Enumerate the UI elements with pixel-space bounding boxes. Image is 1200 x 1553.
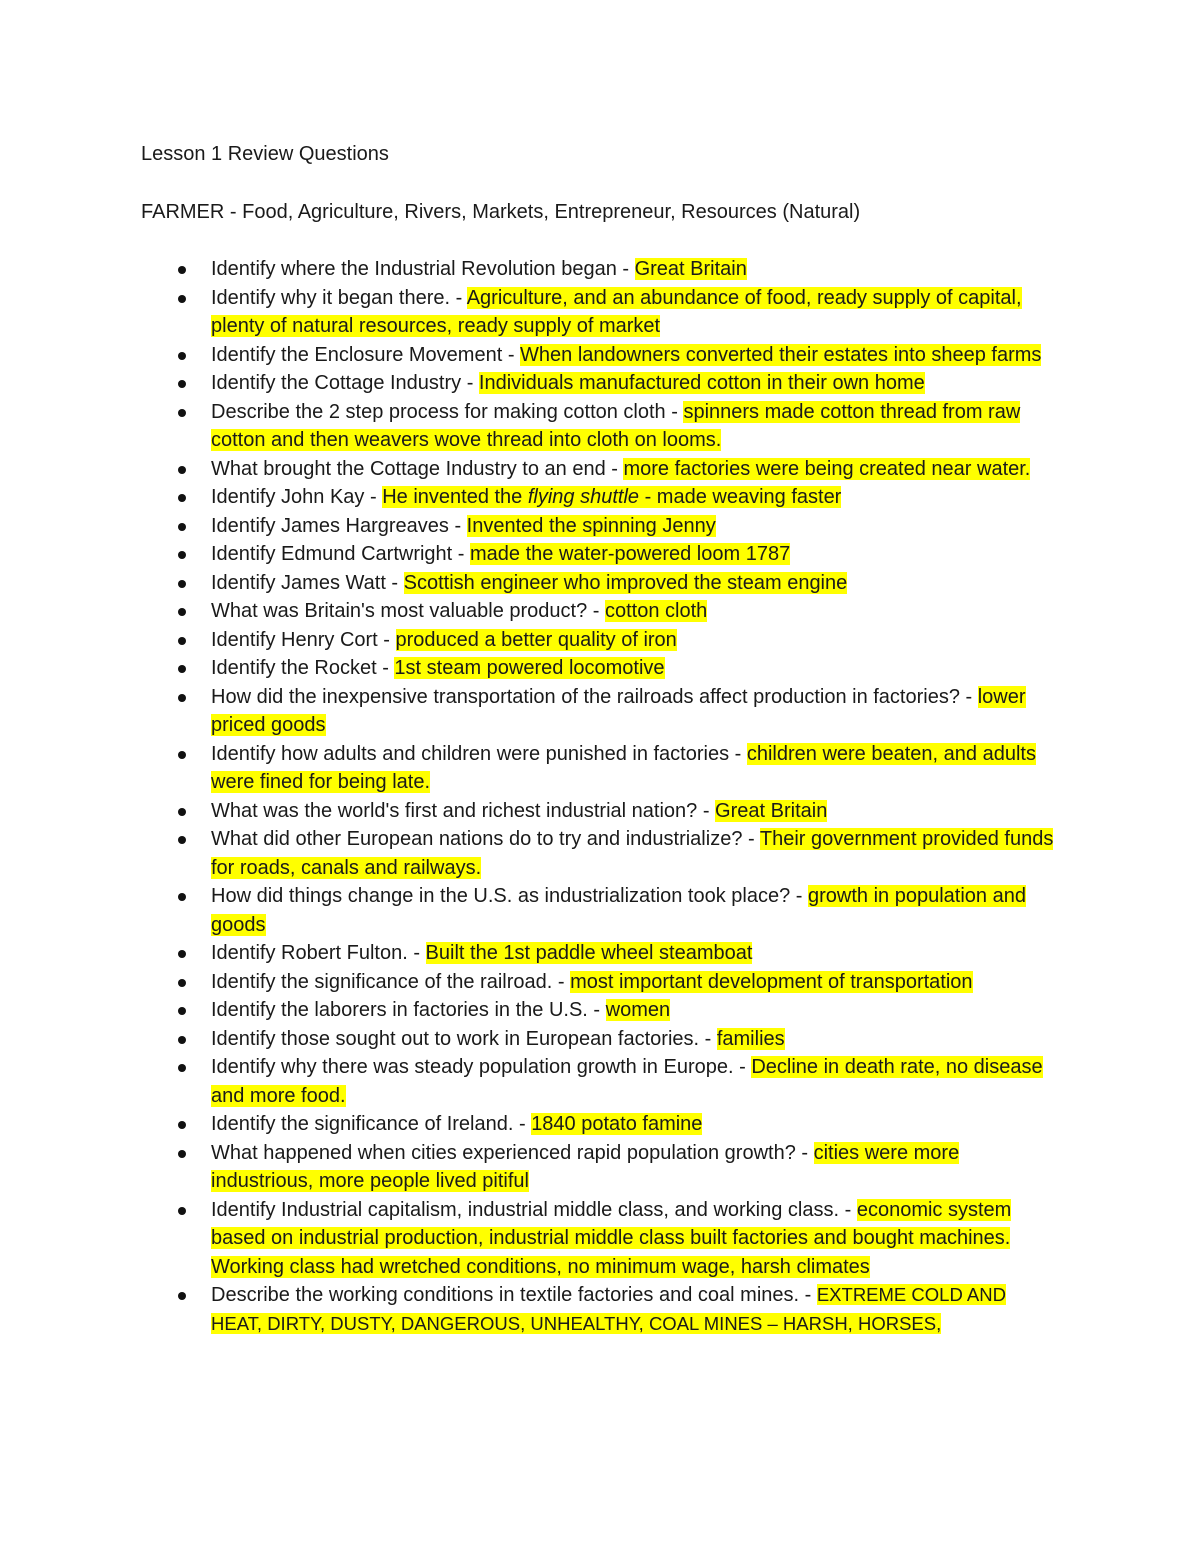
question-text: Identify James Watt -: [211, 571, 404, 594]
question-text: Identify those sought out to work in European factories. -: [211, 1027, 717, 1050]
answer-highlight: more factories were being created near water.: [623, 457, 1031, 480]
answer-highlight: growth in population and goods: [211, 885, 1026, 936]
answer-highlight: most important development of transportation: [570, 970, 973, 993]
question-text: Identify the laborers in factories in the U.S. -: [211, 999, 606, 1021]
bullet-icon: [178, 380, 186, 388]
answer-emphasis: flying shuttle: [527, 486, 640, 508]
question-text: What brought the Cottage Industry to an end -: [211, 457, 624, 480]
question-text: What did other European nations do to try and industrialize? -: [211, 828, 760, 850]
bullet-icon: [178, 694, 186, 702]
question-text: Identify the Rocket -: [211, 657, 395, 679]
bullet-icon: [178, 352, 186, 360]
bullet-icon: [178, 1064, 186, 1072]
answer-highlight: cotton cloth: [604, 600, 708, 622]
bullet-icon: [178, 466, 186, 474]
question-text: Identify Robert Fulton. -: [211, 942, 426, 964]
question-text: Identify the Cottage Industry -: [211, 372, 479, 394]
list-item: [141, 398, 1061, 455]
answer-highlight: economic system based on industrial production, industrial middle class built factories and bought machines. Working class had wretched conditions, no minimum wage, harsh climates: [211, 1198, 1012, 1278]
list-item: [141, 455, 1061, 484]
document-title: Lesson 1 Review Questions: [141, 143, 389, 165]
answer-highlight: 1st steam powered locomotive: [394, 657, 665, 679]
answer-highlight: Built the 1st paddle wheel steamboat: [425, 942, 753, 964]
bullet-icon: [178, 266, 186, 274]
answer-highlight: When landowners converted their estates into sheep farms: [520, 343, 1042, 366]
bullet-icon: [178, 1207, 186, 1215]
list-item: [141, 597, 1061, 626]
question-text: Identify why it began there. -: [211, 286, 467, 309]
question-text: Identify the Enclosure Movement -: [211, 343, 521, 366]
list-item: [141, 255, 1061, 284]
question-text: Identify why there was steady population growth in Europe. -: [211, 1056, 752, 1078]
question-text: Describe the working conditions in textile factories and coal mines. -: [211, 1284, 817, 1306]
list-item: [141, 882, 1061, 939]
list-item: [141, 654, 1061, 683]
list-item: [141, 1139, 1061, 1196]
question-text: How did things change in the U.S. as industrialization took place? -: [211, 885, 809, 907]
list-item: [141, 683, 1061, 740]
question-text: Identify Edmund Cartwright -: [211, 543, 470, 565]
question-text: Identify Industrial capitalism, industrial middle class, and working class. -: [211, 1198, 857, 1221]
bullet-icon: [178, 808, 186, 816]
question-text: How did the inexpensive transportation of the railroads affect production in factories? -: [211, 685, 978, 708]
list-item: [141, 939, 1061, 968]
question-text: What was the world's first and richest industrial nation? -: [211, 799, 716, 822]
bullet-icon: [178, 608, 186, 616]
list-item: [141, 341, 1061, 370]
list-item: [141, 1053, 1061, 1110]
answer-highlight: Great Britain: [634, 258, 747, 280]
answer-highlight: made the water-powered loom 1787: [470, 543, 791, 565]
question-text: Identify how adults and children were punished in factories -: [211, 742, 747, 765]
question-text: Identify where the Industrial Revolution began -: [211, 258, 635, 280]
answer-highlight: Their government provided funds for roads, canals and railways.: [211, 828, 1054, 879]
list-item: [141, 1281, 1061, 1338]
list-item: [141, 483, 1061, 512]
bullet-icon: [178, 1036, 186, 1044]
list-item: [141, 797, 1061, 826]
bullet-icon: [178, 665, 186, 673]
answer-highlight: Great Britain: [715, 799, 828, 822]
answer-highlight: families: [716, 1027, 785, 1050]
list-item: [141, 1025, 1061, 1054]
bullet-icon: [178, 1121, 186, 1129]
list-item: [141, 540, 1061, 569]
answer-highlight: Individuals manufactured cotton in their own home: [478, 372, 925, 394]
bullet-icon: [178, 637, 186, 645]
farmer-acronym-line: FARMER - Food, Agriculture, Rivers, Markets, Entrepreneur, Resources (Natural): [141, 201, 861, 223]
question-text: Describe the 2 step process for making cotton cloth -: [211, 400, 684, 423]
list-item: [141, 512, 1061, 541]
answer-highlight: cities were more industrious, more people lived pitiful: [211, 1141, 960, 1192]
answer-highlight: Invented the spinning Jenny: [466, 514, 716, 537]
question-text: Identify John Kay -: [211, 486, 383, 508]
bullet-icon: [178, 751, 186, 759]
question-text: What happened when cities experienced rapid population growth? -: [211, 1141, 814, 1164]
list-item: [141, 284, 1061, 341]
question-text: Identify the significance of the railroad. -: [211, 970, 571, 993]
answer-highlight: 1840 potato famine: [531, 1113, 703, 1135]
answer-highlight: Decline in death rate, no disease and more food.: [211, 1056, 1043, 1107]
list-item: [141, 569, 1061, 598]
list-item: [141, 825, 1061, 882]
bullet-icon: [178, 950, 186, 958]
answer-highlight: He invented the flying shuttle - made weaving faster: [382, 486, 842, 508]
list-item: [141, 740, 1061, 797]
bullet-icon: [178, 409, 186, 417]
bullet-icon: [178, 494, 186, 502]
bullet-icon: [178, 979, 186, 987]
review-question-list: [141, 255, 1061, 1338]
question-text: Identify Henry Cort -: [211, 628, 396, 651]
list-item: [141, 1110, 1061, 1139]
list-item: [141, 996, 1061, 1025]
answer-highlight: lower priced goods: [211, 685, 1026, 736]
bullet-icon: [178, 1292, 186, 1300]
bullet-icon: [178, 551, 186, 559]
answer-highlight: EXTREME COLD AND HEAT, DIRTY, DUSTY, DANGEROUS, UNHEALTHY, COAL MINES – HARSH, HORSES,: [211, 1284, 1006, 1334]
bullet-icon: [178, 1150, 186, 1158]
bullet-icon: [178, 580, 186, 588]
question-text: What was Britain's most valuable product? -: [211, 600, 605, 622]
answer-highlight: Agriculture, and an abundance of food, ready supply of capital, plenty of natural resources, ready supply of market: [211, 286, 1022, 337]
bullet-icon: [178, 523, 186, 531]
answer-highlight: spinners made cotton thread from raw cotton and then weavers wove thread into cloth on looms.: [211, 400, 1021, 451]
list-item: [141, 369, 1061, 398]
answer-highlight: children were beaten, and adults were fined for being late.: [211, 742, 1036, 793]
list-item: [141, 968, 1061, 997]
bullet-icon: [178, 295, 186, 303]
answer-highlight: Scottish engineer who improved the steam engine: [403, 571, 848, 594]
list-item: [141, 626, 1061, 655]
question-text: Identify James Hargreaves -: [211, 514, 467, 537]
question-text: Identify the significance of Ireland. -: [211, 1113, 532, 1135]
bullet-icon: [178, 893, 186, 901]
bullet-icon: [178, 1007, 186, 1015]
list-item: [141, 1196, 1061, 1282]
bullet-icon: [178, 836, 186, 844]
answer-highlight: produced a better quality of iron: [395, 628, 677, 651]
answer-highlight: women: [605, 999, 671, 1021]
document-page: [141, 140, 1061, 1338]
